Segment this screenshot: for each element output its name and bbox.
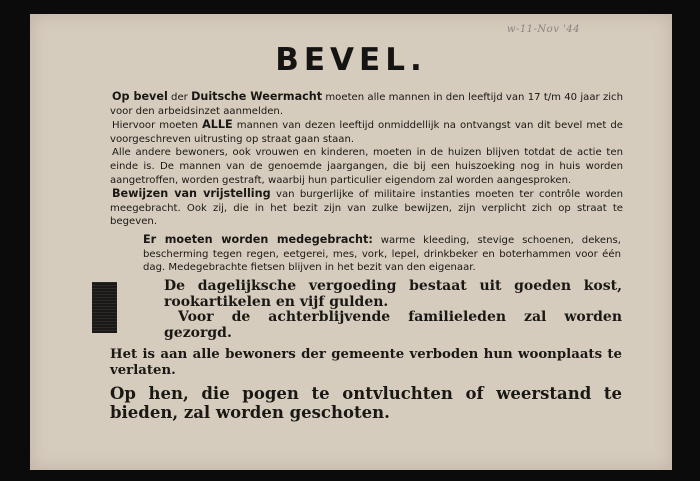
poster-title: BEVEL.	[275, 42, 427, 78]
bring-text	[143, 233, 621, 275]
paragraph-prohibition: Het is aan alle bewoners der gemeente verboden hun woonplaats te verlaten.	[110, 347, 622, 378]
body-paragraphs	[110, 90, 623, 229]
assembly-rest: mannen van dezen leeftijd onmiddellijk na ontvangst van dit bevel met de voorgeschreven uitrusting op straat gaan staan.	[110, 120, 623, 145]
assembly-bold: ALLE	[202, 118, 233, 132]
paragraph-families: Voor de achterblijvende familieleden zal worden gezorgd.	[164, 309, 622, 341]
bring-bold: Er moeten worden medegebracht:	[143, 233, 373, 246]
order-lead: Op bevel	[112, 90, 168, 103]
printed-black-block	[92, 282, 117, 333]
paragraph-order	[110, 90, 623, 118]
paragraph-assembly	[110, 118, 623, 146]
poster-sheet	[30, 14, 672, 470]
bring-rest: warme kleeding, stevige schoenen, dekens, bescherming tegen regen, eetgerei, mes, vork, lepel, drinkbeker en boterhammen voor één dag. Medegebrachte fietsen blijven in het bezit van den eigenaar.	[143, 235, 621, 274]
assembly-start: Hiervoor moeten	[112, 120, 203, 132]
compensation-block	[164, 279, 622, 341]
exemptions-bold: Bewijzen van vrijstelling	[112, 187, 271, 201]
order-rest: moeten alle mannen in den leeftijd van 17 t/m 40 jaar zich voor den arbeidsinzet aanmelden.	[110, 92, 624, 117]
paragraph-exemptions	[110, 187, 623, 229]
paragraph-others: Alle andere bewoners, ook vrouwen en kinderen, moeten in de huizen blijven totdat de actie ten einde is. De mannen van de genoemde jaargangen, die bij een huiszoeking nog in huis worden aangetroffen, worden gestraft, waarbij hun particulier eigendom zal worden aangesproken.	[110, 147, 623, 186]
exemptions-rest: van burgerlijke of militaire instanties moeten ter contrôle worden meegebracht. Ook zij, die in het bezit zijn van zulke bewijzen, zijn verplicht zich op straat te begeven.	[110, 189, 623, 228]
paragraph-compensation: De dagelijksche vergoeding bestaat uit goeden kost, rookartikelen en vijf gulden.	[164, 278, 622, 310]
paragraph-bring	[143, 233, 621, 275]
paragraph-warning: Op hen, die pogen te ontvluchten of weerstand te bieden, zal worden geschoten.	[110, 384, 622, 422]
order-authority: Duitsche Weermacht	[191, 90, 323, 103]
order-mid: der	[167, 92, 192, 103]
handwritten-reference: w-11-Nov '44	[506, 24, 580, 35]
